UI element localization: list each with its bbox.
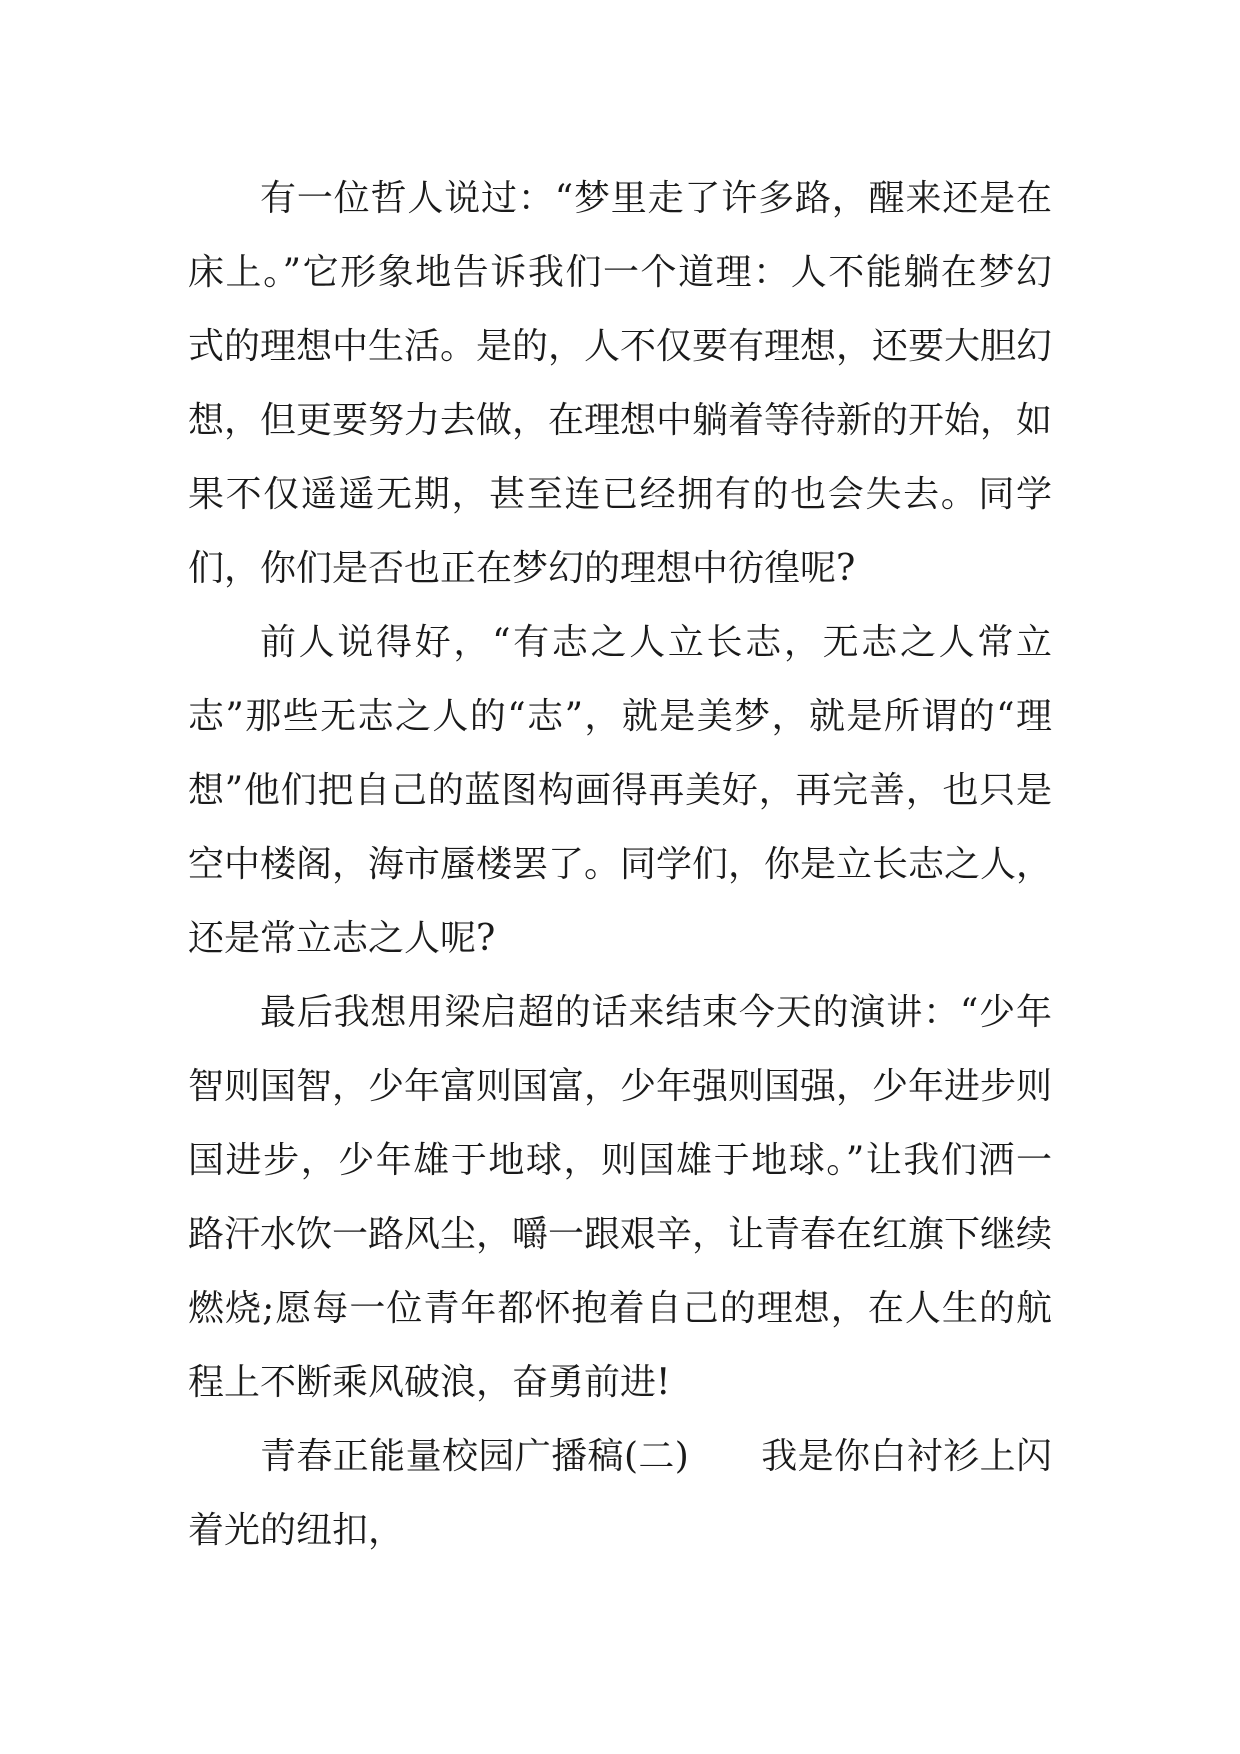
section-paragraph: [188, 1420, 1052, 1568]
paragraph-2: 前人说得好，“有志之人立长志，无志之人常立志”那些无志之人的“志”，就是美梦，就是所谓的“理想”他们把自己的蓝图构画得再美好，再完善，也只是空中楼阁，海市蜃楼罢了。同学们，你是立长志之人，还是常立志之人呢?: [188, 622, 1053, 959]
section-text: 我是你白衬衫上闪着光的纽扣，: [188, 1436, 1052, 1551]
paragraph-3: 最后我想用梁启超的话来结束今天的演讲：“少年智则国智，少年富则国富，少年强则国强，少年进步则国进步，少年雄于地球，则国雄于地球。”让我们洒一路汗水饮一路风尘，嚼一跟艰辛，让青春在红旗下继续燃烧;愿每一位青年都怀抱着自己的理想，在人生的航程上不断乘风破浪，奋勇前进!: [188, 992, 1053, 1403]
document-body: [188, 162, 1052, 1568]
section-title: 青春正能量校园广播稿(二): [260, 1436, 689, 1477]
paragraph-1: 有一位哲人说过：“梦里走了许多路，醒来还是在床上。”它形象地告诉我们一个道理：人不能躺在梦幻式的理想中生活。是的，人不仅要有理想，还要大胆幻想，但更要努力去做，在理想中躺着等待新的开始，如果不仅遥遥无期，甚至连已经拥有的也会失去。同学们，你们是否也正在梦幻的理想中彷徨呢?: [188, 178, 1053, 589]
